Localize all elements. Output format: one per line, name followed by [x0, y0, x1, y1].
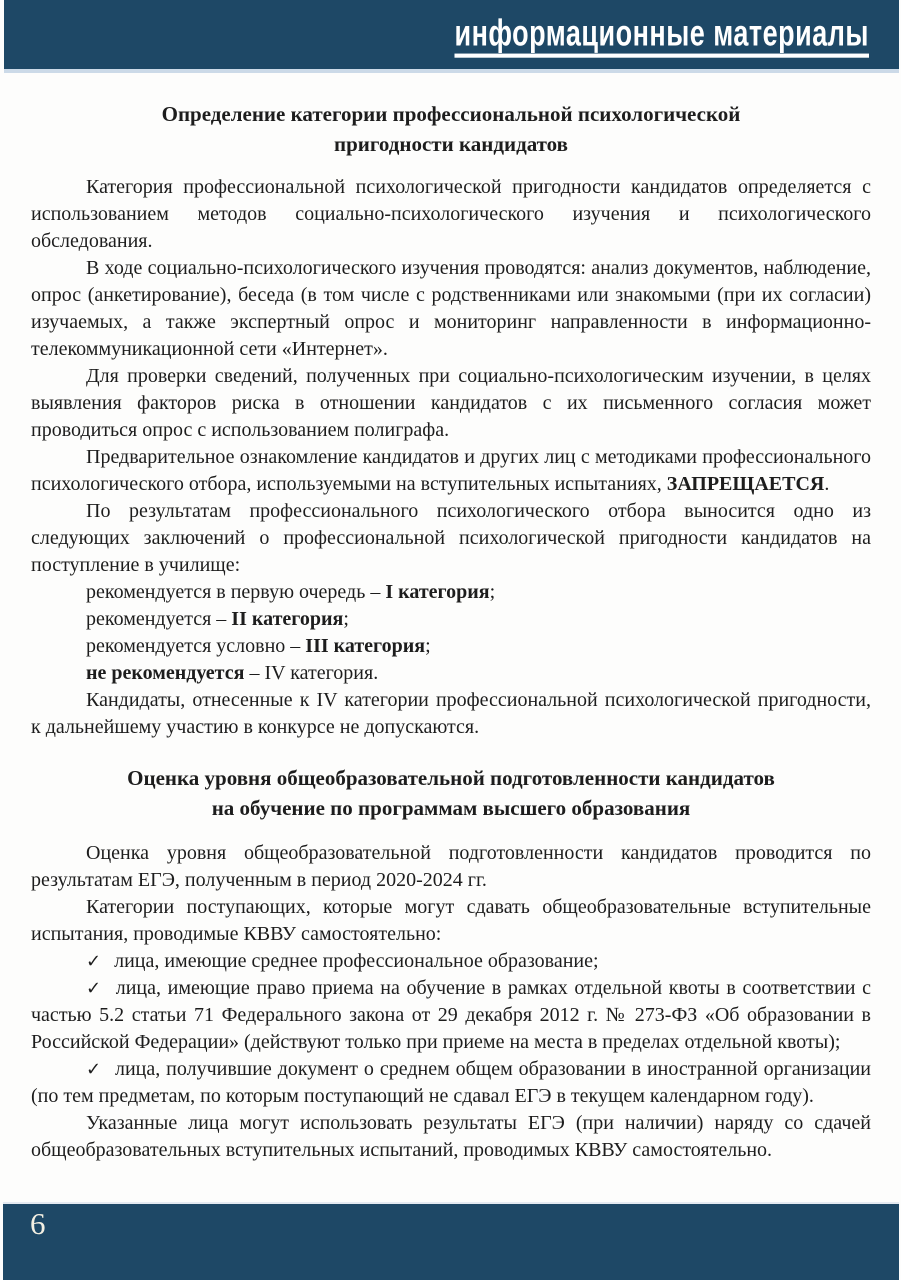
text-run: В ходе социально-психологического изучения проводятся: анализ документов, наблюдение, опрос (анкетирование), беседа (в том числе с родственниками или знакомыми (при их согласии) изучаемых, а также экспертный опрос и мониторинг направленности в информационно-телекоммуникационной сети «Интернет». — [31, 257, 871, 360]
paragraph — [31, 1110, 871, 1164]
text-run: Для проверки сведений, полученных при социально-психологическим изучении, в целях выявления факторов риска в отношении кандидатов с их письменного согласия может проводиться опрос с использованием полиграфа. — [31, 365, 871, 441]
paragraph — [31, 363, 871, 444]
text-run: ; — [489, 581, 496, 603]
text-run: ; — [425, 635, 431, 657]
check-item — [31, 975, 871, 1056]
paragraph — [31, 174, 871, 255]
heading-line: пригодности кандидатов — [333, 132, 569, 156]
bold-text: не рекомендуется — [86, 662, 245, 684]
text-run: Кандидаты, отнесенные к IV категории профессиональной психологической пригодности, к дальнейшему участию в конкурсе не допускаются. — [31, 689, 871, 738]
paragraph — [31, 444, 871, 498]
text-run: По результатам профессионального психологического отбора выносится одно из следующих заключений о профессиональной психологической пригодности кандидатов на поступление в училище: — [31, 500, 871, 576]
text-run: рекомендуется условно – — [86, 635, 306, 657]
heading-line: Определение категории профессиональной психологической — [161, 102, 741, 126]
text-run: лица, имеющие право приема на обучение в рамках отдельной квоты в соответствии с частью 5.2 статьи 71 Федерального закона от 29 декабря 2012 г. № 273-ФЗ «Об образовании в Российской Федерации» (действуют только при приеме на места в пределах отдельной квоты); — [31, 977, 871, 1053]
text-run: – IV категория. — [244, 662, 379, 684]
text-run: рекомендуется в первую очередь – — [86, 581, 386, 603]
category-line — [31, 579, 871, 606]
text-run: ; — [343, 608, 349, 630]
text-run: Оценка уровня общеобразовательной подготовленности кандидатов проводится по результатам ЕГЭ, полученным в период 2020-2024 гг. — [31, 842, 871, 891]
header-title: информационные материалы — [454, 12, 869, 54]
text-run: рекомендуется – — [86, 608, 232, 630]
bold-text: II категория — [231, 608, 344, 630]
category-line — [31, 633, 871, 660]
text-run: Указанные лица могут использовать результаты ЕГЭ (при наличии) наряду со сдачей общеобразовательных вступительных испытаний, проводимых КВВУ самостоятельно. — [31, 1112, 871, 1161]
section-heading-psych — [31, 99, 871, 159]
bold-text: III категория — [305, 635, 426, 657]
category-line — [31, 660, 871, 687]
bold-text: ЗАПРЕЩАЕТСЯ — [666, 473, 825, 495]
check-item — [31, 948, 871, 975]
text-run: Категория профессиональной психологической пригодности кандидатов определяется с использованием методов социально-психологического изучения и психологического обследования. — [31, 176, 871, 252]
footer-band — [3, 1202, 899, 1280]
page-number: 6 — [30, 1206, 46, 1241]
check-item — [31, 1056, 871, 1110]
text-run: лица, получившие документ о среднем общем образовании в иностранной организации (по тем предметам, по которым поступающий не сдавал ЕГЭ в текущем календарном году). — [31, 1058, 871, 1107]
paragraph — [31, 498, 871, 579]
section-heading-ege — [31, 763, 871, 823]
checkmark-icon: ✓ — [86, 951, 102, 972]
bold-text: I категория — [385, 581, 490, 603]
header-band — [4, 0, 899, 73]
category-line — [31, 606, 871, 633]
text-run: Категории поступающих, которые могут сдавать общеобразовательные вступительные испытания, проводимые КВВУ самостоятельно: — [31, 896, 871, 945]
text-run: лица, имеющие среднее профессиональное образование; — [114, 950, 599, 972]
paragraph — [31, 840, 871, 894]
heading-line: Оценка уровня общеобразовательной подготовленности кандидатов — [127, 766, 775, 790]
checkmark-icon: ✓ — [86, 1059, 102, 1080]
heading-line: на обучение по программам высшего образования — [211, 796, 691, 820]
paragraph — [31, 255, 871, 363]
text-run: Предварительное ознакомление кандидатов и других лиц с методиками профессионального психологического отбора, используемыми на вступительных испытаниях, — [31, 446, 871, 495]
paragraph — [31, 687, 871, 741]
text-run: . — [824, 473, 830, 495]
document-body — [0, 73, 901, 1202]
paragraph — [31, 894, 871, 948]
checkmark-icon: ✓ — [86, 978, 103, 999]
